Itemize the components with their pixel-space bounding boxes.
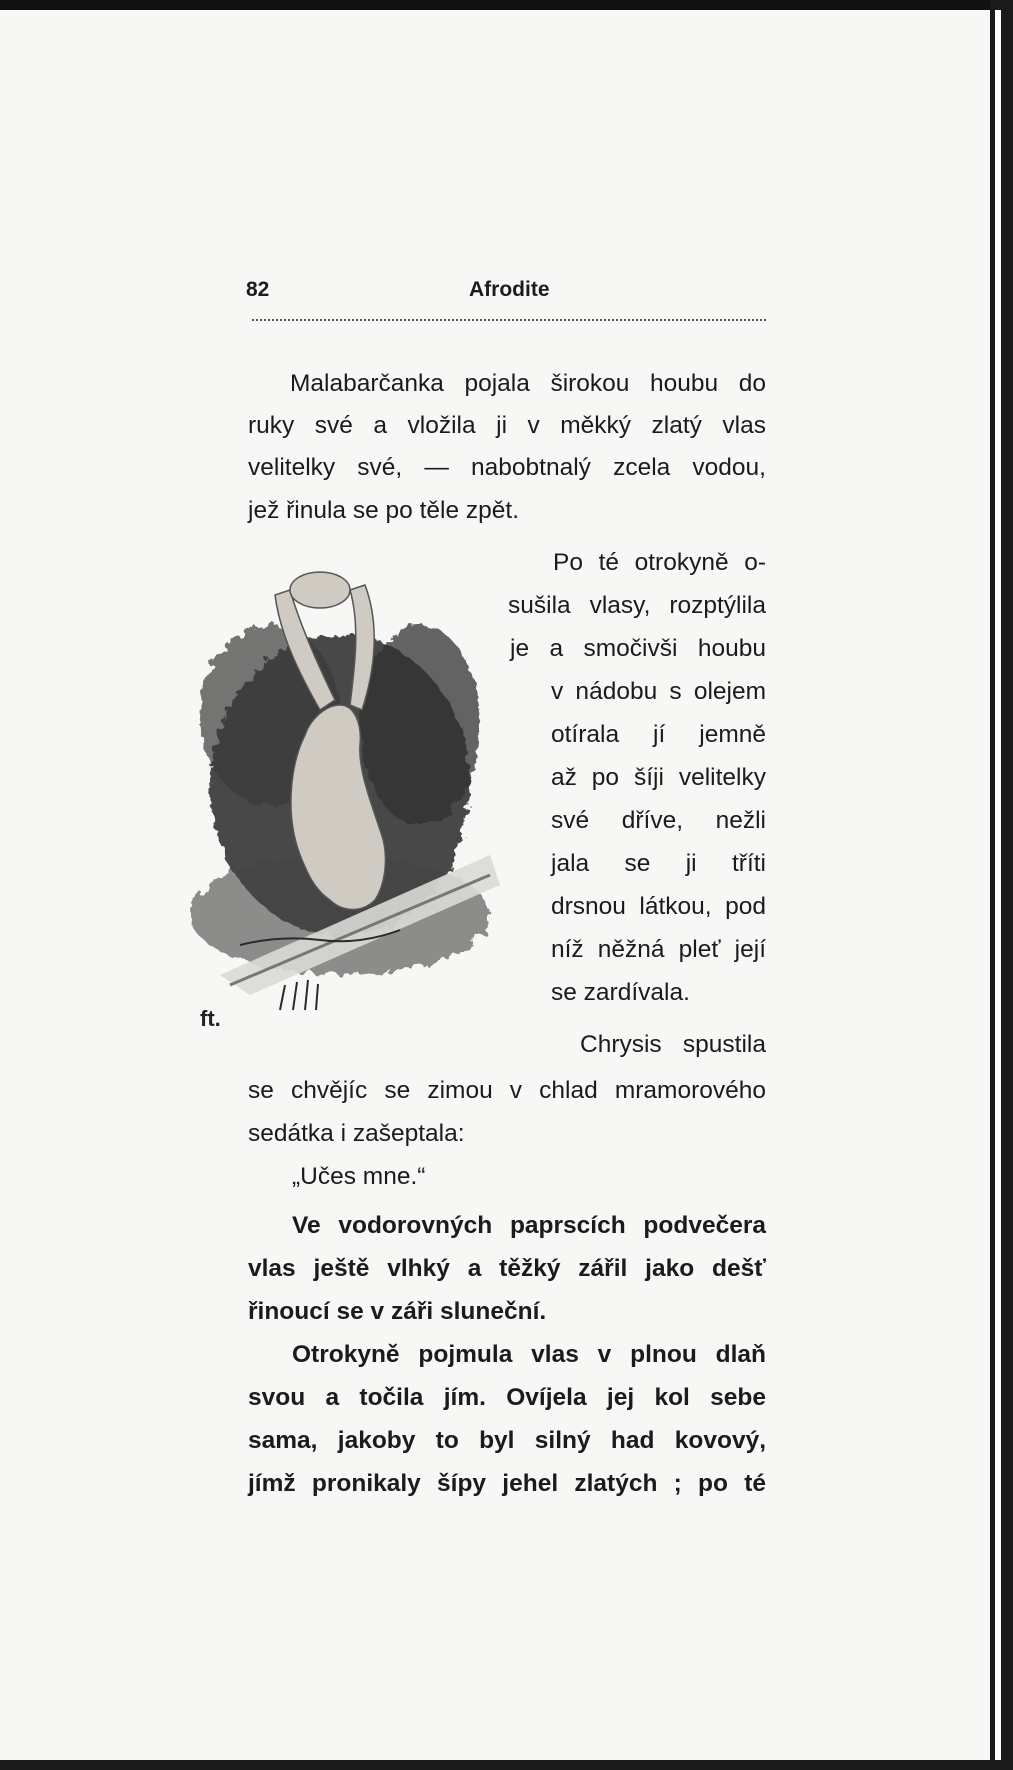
- text-line: se chvějíc se zimou v chlad mramorového: [248, 1077, 766, 1104]
- text-line: svou a točila jím. Ovíjela jej kol sebe: [248, 1384, 766, 1411]
- text-line: své dříve, nežli: [551, 807, 766, 834]
- text-line: jímž pronikaly šípy jehel zlatých ; po té: [248, 1470, 766, 1497]
- page-header: [246, 278, 766, 308]
- scan-border-right: [990, 0, 1013, 1770]
- text-line: se zardívala.: [551, 979, 690, 1006]
- text-line: Otrokyně pojmula vlas v plnou dlaň: [292, 1341, 766, 1368]
- text-line: v nádobu s olejem: [551, 678, 766, 705]
- text-line: je a smočivši houbu: [510, 635, 766, 662]
- scan-border-top: [0, 0, 1013, 10]
- running-title: Afrodite: [469, 278, 550, 301]
- page-number: 82: [246, 278, 270, 301]
- text-line: Ve vodorovných paprscích podvečera: [292, 1212, 766, 1239]
- header-rule: [252, 319, 766, 321]
- text-line: Po té otrokyně o-: [553, 549, 766, 576]
- text-line: otírala jí jemně: [551, 721, 766, 748]
- text-line: jež řinula se po těle zpět.: [248, 497, 520, 524]
- page-edge-strip: [995, 10, 1001, 1760]
- text-line: sedátka i zašeptala:: [248, 1120, 465, 1147]
- scan-border-bottom: [0, 1760, 1013, 1770]
- text-line: níž něžná pleť její: [551, 936, 766, 963]
- text-line: řinoucí se v záři sluneční.: [248, 1298, 547, 1325]
- text-line: až po šíji velitelky: [551, 764, 766, 791]
- illustrator-signature: ft.: [200, 1006, 221, 1031]
- text-line: jala se ji tříti: [551, 850, 766, 877]
- text-line: „Učes mne.“: [292, 1163, 426, 1190]
- text-line: vlas ještě vlhký a těžký zářil jako dešť: [248, 1255, 766, 1282]
- text-line: Chrysis spustila: [580, 1031, 766, 1058]
- text-line: Malabarčanka pojala širokou houbu do: [290, 370, 766, 397]
- text-line: sušila vlasy, rozptýlila: [508, 592, 766, 619]
- text-line: drsnou látkou, pod: [551, 893, 766, 920]
- text-line: velitelky své, — nabobtnalý zcela vodou,: [248, 454, 766, 481]
- text-line: sama, jakoby to byl silný had kovový,: [248, 1427, 766, 1454]
- text-line: ruky své a vložila ji v měkký zlatý vlas: [248, 412, 766, 439]
- bathing-woman-illustration: [190, 555, 520, 1045]
